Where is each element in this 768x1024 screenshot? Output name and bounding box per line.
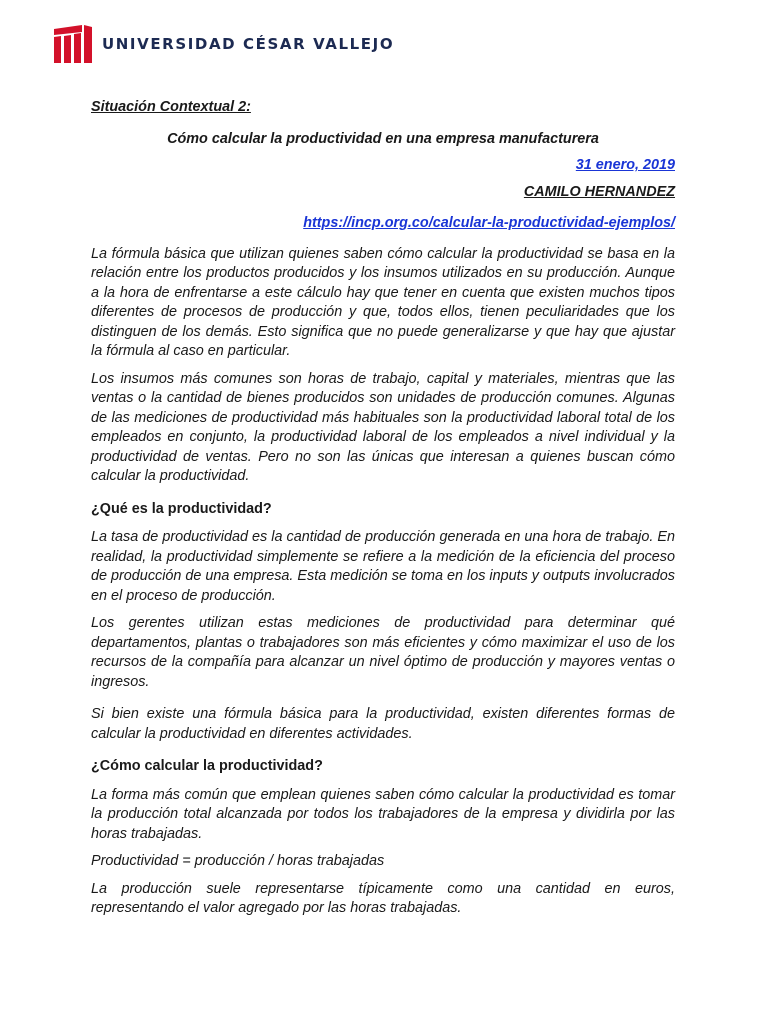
paragraph-7: La producción suele representarse típicamente como una cantidad en euros, representando el valor agregado por las horas trabajadas. [91, 880, 675, 916]
source-url-link[interactable]: https://incp.org.co/calcular-la-productividad-ejemplos/ [303, 215, 675, 231]
section-heading-1: ¿Qué es la productividad? [91, 500, 272, 517]
paragraph-4: Los gerentes utilizan estas mediciones de productividad para determinar qué departamentos, plantas o trabajadores son más eficientes y cómo maximizar el uso de los recursos de la compañía para alcanzar un nivel óptimo de producción y mayores ventas o ingresos. [91, 615, 675, 690]
university-name: UNIVERSIDAD CÉSAR VALLEJO [102, 35, 395, 53]
paragraph-2: Los insumos más comunes son horas de trabajo, capital y materiales, mientras que las ventas o la cantidad de bienes producidos son unidades de producción comunes. Algunas de las mediciones de productividad más habituales son la productividad laboral total de los empleados en conjunto, la productividad laboral de los empleados a nivel individual y la productividad de ventas. Pero no son las únicas que interesan a quienes buscan cómo calcular la productividad. [91, 370, 675, 484]
date-link[interactable]: 31 enero, 2019 [575, 157, 675, 173]
document-title: Cómo calcular la productividad en una empresa manufacturera [167, 130, 599, 147]
situation-label: Situación Contextual 2: [91, 99, 251, 115]
paragraph-3: La tasa de productividad es la cantidad de producción generada en una hora de trabajo. En realidad, la productividad simplemente se refiere a la medición de la eficiencia del proceso de producción de una empresa. Esta medición se toma en los inputs y outputs involucrados en el proceso de producción. [91, 529, 675, 604]
page-header [52, 24, 394, 64]
document-body [91, 98, 675, 927]
paragraph-6: La forma más común que emplean quienes saben cómo calcular la productividad es tomar la producción total alcanzada por todos los trabajadores de la empresa y dividirla por las horas trabajadas. [91, 786, 675, 842]
paragraph-1: La fórmula básica que utilizan quienes saben cómo calcular la productividad se basa en la relación entre los productos producidos y los insumos utilizados en su producción. Aunque a la hora de enfrentarse a este cálculo hay que tener en cuenta que existen muchos tipos diferentes de procesos de producción y que, todos ellos, tienen peculiaridades que los distinguen de los demás. Esto significa que no puede generalizarse y que hay que ajustar la fórmula al caso en particular. [91, 245, 675, 359]
productivity-formula: Productividad = producción / horas trabajadas [91, 853, 385, 869]
author-name: CAMILO HERNANDEZ [523, 183, 675, 200]
paragraph-5: Si bien existe una fórmula básica para la productividad, existen diferentes formas de calcular la productividad en diferentes actividades. [91, 706, 675, 742]
ucv-logo-icon [52, 25, 92, 63]
section-heading-2: ¿Cómo calcular la productividad? [91, 758, 323, 774]
